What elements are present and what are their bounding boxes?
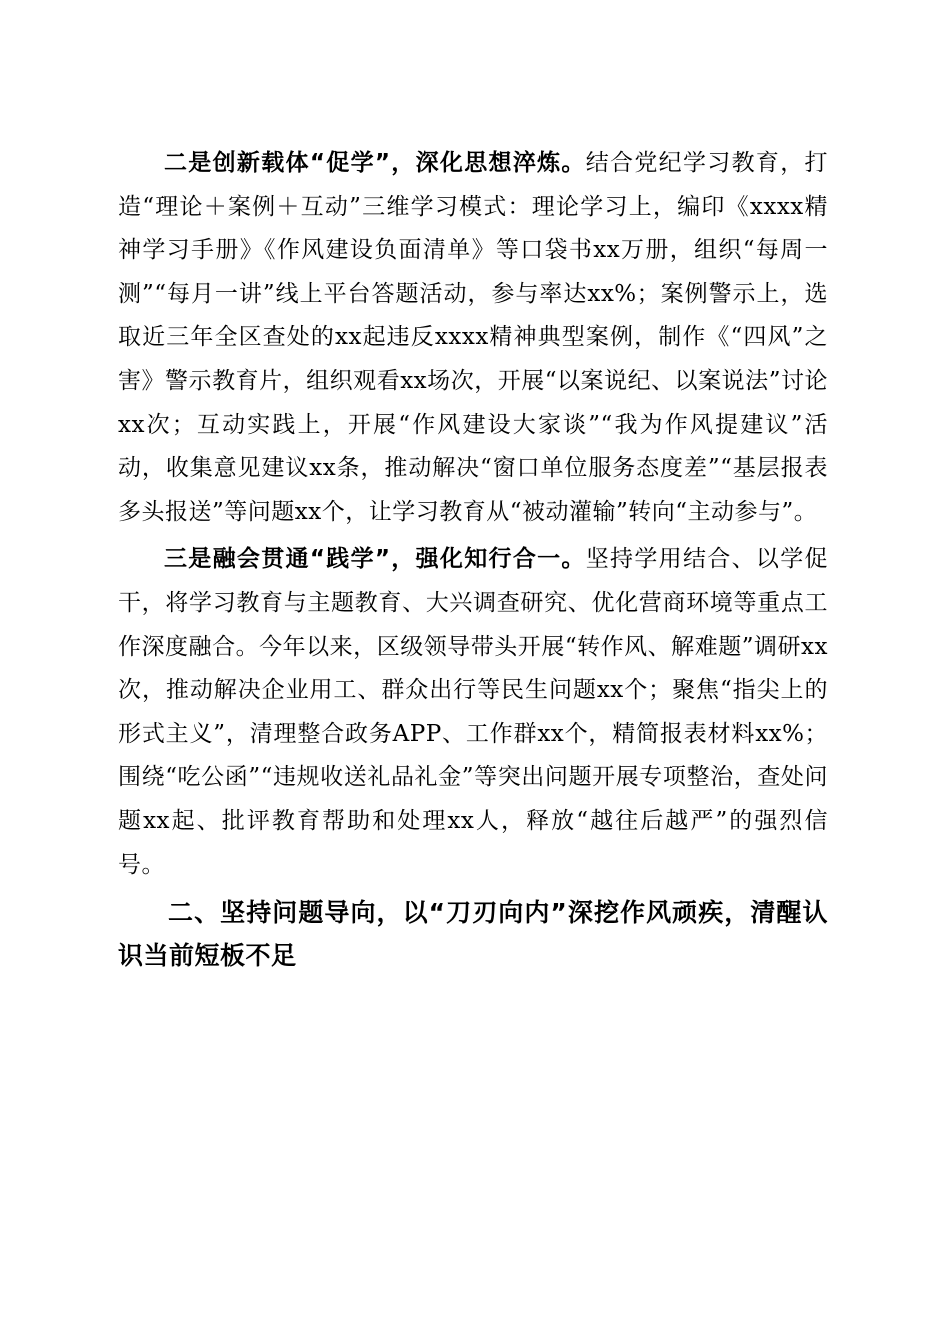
paragraph-lead: 三是融会贯通“践学”，强化知行合一。: [164, 546, 586, 573]
section-heading: 二、坚持问题导向，以“刀刃向内”深挖作风顽疾，清醒认识当前短板不足: [118, 898, 828, 971]
paragraph-text: 坚持学用结合、以学促干，将学习教育与主题教育、大兴调查研究、优化营商环境等重点工作深度融合。今年以来，区级领导带头开展“转作风、解难题”调研xx次，推动解决企业用工、群众出行等民生问题xx个；聚焦“指尖上的形式主义”，清理整合政务APP、工作群xx个，精简报表材料xx%；围绕“吃公函”“违规收送礼品礼金”等突出问题开展专项整治，查处问题xx起、批评教育帮助和处理xx人，释放“越往后越严”的强烈信号。: [118, 546, 829, 878]
paragraph-lead: 二是创新载体“促学”，深化思想淬炼。: [164, 150, 586, 176]
document-body: [118, 142, 828, 977]
paragraph-innovation: [118, 142, 828, 534]
paragraph-text: 结合党纪学习教育，打造“理论＋案例＋互动”三维学习模式：理论学习上，编印《xxxx精神学习手册》《作风建设负面清单》等口袋书xx万册，组织“每周一测”“每月一讲”线上平台答题活动，参与率达xx%；案例警示上，选取近三年全区查处的xx起违反xxxx精神典型案例，制作《“四风”之害》警示教育片，组织观看xx场次，开展“以案说纪、以案说法”讨论xx次；互动实践上，开展“作风建设大家谈”“我为作风提建议”活动，收集意见建议xx条，推动解决“窗口单位服务态度差”“基层报表多头报送”等问题xx个，让学习教育从“被动灌输”转向“主动参与”。: [118, 150, 829, 525]
paragraph-practice: [118, 538, 828, 887]
